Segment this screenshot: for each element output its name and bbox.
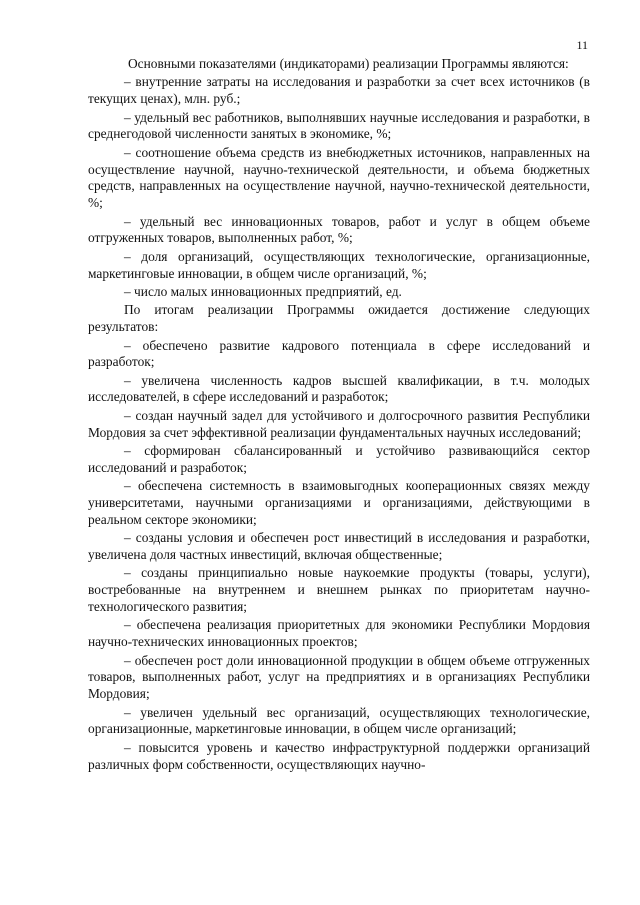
paragraph-results-intro: По итогам реализации Программы ожидается достижение следующих результатов: [88,302,590,335]
list-item: – обеспечен рост доли инновационной продукции в общем объеме отгруженных товаров, выполненных работ, услуг на предприятиях и в организациях Республики Мордовия; [88,652,590,702]
list-item: – увеличена численность кадров высшей квалификации, в т.ч. молодых исследователей, в сфере исследований и разработок; [88,372,590,405]
list-item: – созданы принципиально новые наукоемкие продукты (товары, услуги), востребованные на внутреннем и внешнем рынках по приоритетам научно-технологического развития; [88,565,590,615]
list-item: – созданы условия и обеспечен рост инвестиций в исследования и разработки, увеличена доля частных инвестиций, включая общественные; [88,530,590,563]
list-item: – повысится уровень и качество инфраструктурной поддержки организаций различных форм собственности, осуществляющих научно- [88,739,590,772]
list-item: – соотношение объема средств из внебюджетных источников, направленных на осуществление научной, научно-технической деятельности, и объема бюджетных средств, направленных на осуществление научной, научно-технической деятельности, %; [88,144,590,211]
page-number: 11 [576,38,588,52]
list-item: – число малых инновационных предприятий, ед. [124,283,402,299]
document-body [88,56,590,775]
list-item: – внутренние затраты на исследования и разработки за счет всех источников (в текущих ценах), млн. руб.; [88,74,590,107]
list-item: – обеспечена реализация приоритетных для экономики Республики Мордовия научно-технических инновационных проектов; [88,617,590,650]
list-item: – обеспечена системность в взаимовыгодных кооперационных связях между университетами, научными организациями и организациями, действующими в реальном секторе экономики; [88,478,590,527]
list-item: – сформирован сбалансированный и устойчиво развивающийся сектор исследований и разработок; [88,443,590,475]
list-item: – удельный вес инновационных товаров, работ и услуг в общем объеме отгруженных товаров, выполненных работ, %; [88,213,590,246]
list-item: – доля организаций, осуществляющих технологические, организационные, маркетинговые инновации, в общем числе организаций, %; [88,248,590,281]
list-item: – обеспечено развитие кадрового потенциала в сфере исследований и разработок; [88,337,590,370]
list-item: – увеличен удельный вес организаций, осуществляющих технологические, организационные, маркетинговые инновации, в общем числе организаций; [88,704,590,737]
list-item: – создан научный задел для устойчивого и долгосрочного развития Республики Мордовия за счет эффективной реализации фундаментальных научных исследований; [88,407,590,440]
paragraph-indicators-intro: Основными показателями (индикаторами) реализации Программы являются: [128,56,569,71]
list-item: – удельный вес работников, выполнявших научные исследования и разработки, в среднегодовой численности занятых в экономике, %; [88,109,590,142]
